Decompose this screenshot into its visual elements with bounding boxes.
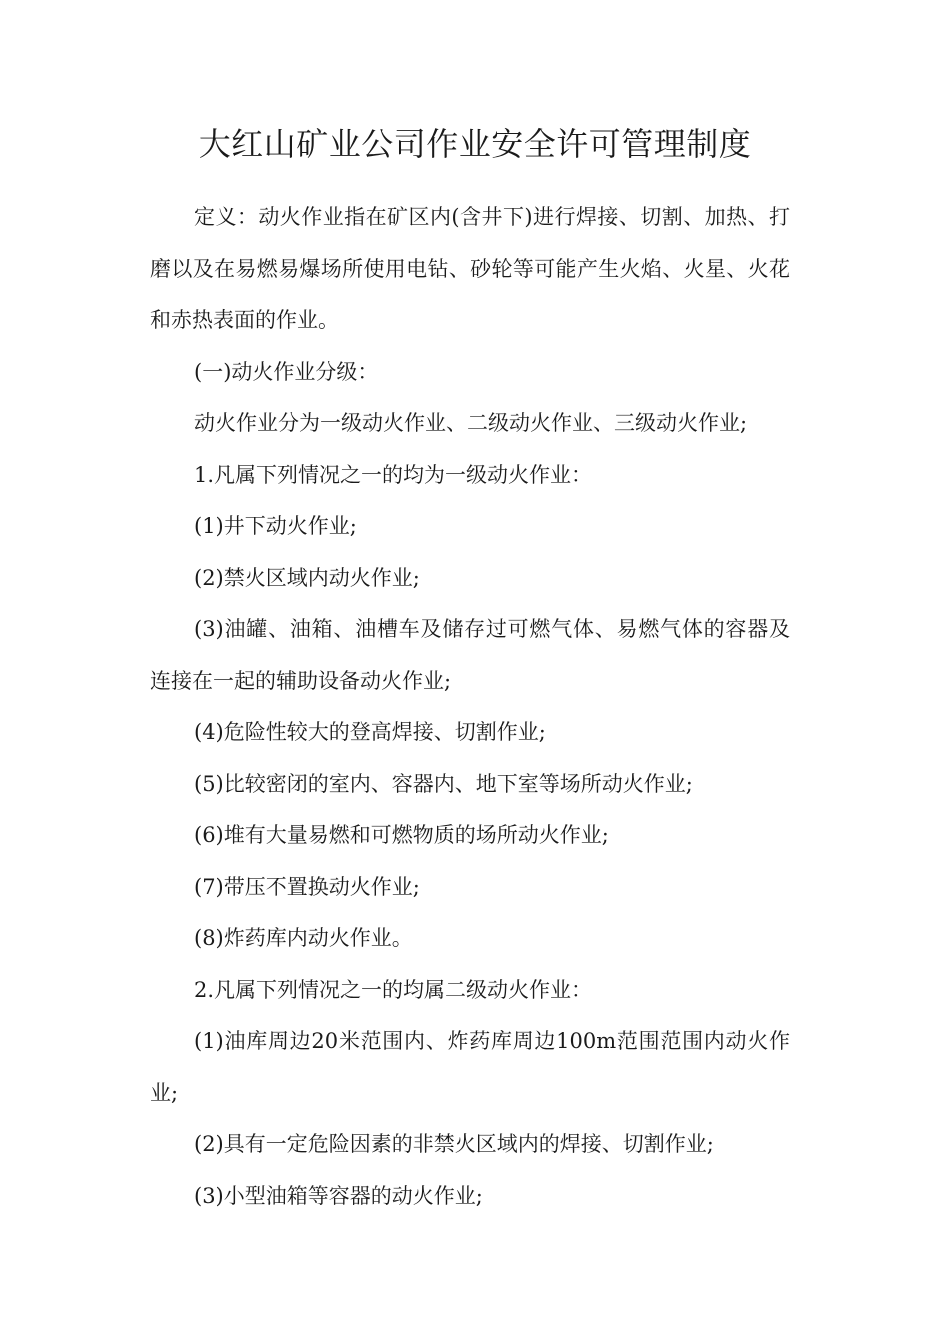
document-body [150,192,790,1222]
list-item: (4)危险性较大的登高焊接、切割作业; [194,720,546,744]
list-item: (1)油库周边20米范围内、炸药库周边100m范围范围内动火作业; [150,1029,790,1105]
paragraph-level-one-heading: 1.凡属下列情况之一的均为一级动火作业： [194,462,593,487]
list-item: (1)井下动火作业; [194,514,357,538]
paragraph: 动火作业分为一级动火作业、二级动火作业、三级动火作业; [194,411,748,435]
list-item: (2)具有一定危险因素的非禁火区域内的焊接、切割作业; [194,1132,714,1156]
list-item: (5)比较密闭的室内、容器内、地下室等场所动火作业; [194,771,693,796]
list-item: (2)禁火区域内动火作业; [194,565,420,590]
list-item: (6)堆有大量易燃和可燃物质的场所动火作业; [194,823,609,847]
paragraph-section-heading: (一)动火作业分级： [194,359,379,384]
list-item: (8)炸药库内动火作业。 [194,926,413,950]
paragraph-level-two-heading: 2.凡属下列情况之一的均属二级动火作业： [194,977,593,1002]
paragraph-definition: 定义：动火作业指在矿区内(含井下)进行焊接、切割、加热、打磨以及在易燃易爆场所使用电钻、砂轮等可能产生火焰、火星、火花和赤热表面的作业。 [150,205,790,332]
list-item: (3)小型油箱等容器的动火作业; [194,1183,483,1208]
document-title: 大红山矿业公司作业安全许可管理制度 [198,125,752,163]
list-item: (7)带压不置换动火作业; [194,874,420,899]
list-item: (3)油罐、油箱、油槽车及储存过可燃气体、易燃气体的容器及连接在一起的辅助设备动火作业; [150,617,790,693]
